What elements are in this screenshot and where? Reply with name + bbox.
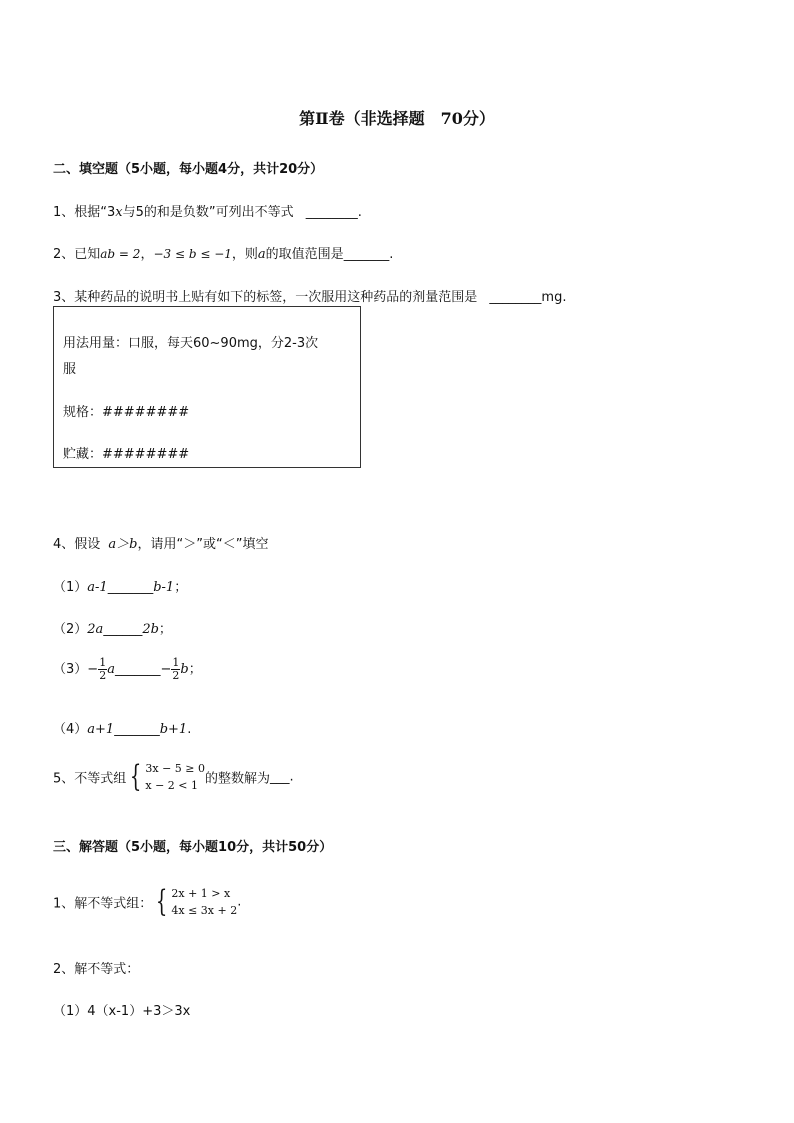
q5-suffix: 的整数解为 [205, 771, 271, 787]
answer-blank[interactable]: ________ [305, 205, 358, 220]
q2-mid: ，则 [231, 247, 258, 262]
label-storage: 贮藏：######## [63, 447, 190, 462]
section-heading-fill-in: 二、填空题（5小题，每小题4分，共计20分） [53, 162, 324, 177]
q2-cond2: −3 ≤ b ≤ −1 [153, 247, 232, 261]
part-number: （2） [53, 622, 88, 637]
part-number: （3） [53, 662, 88, 677]
fraction-denominator: 2 [172, 669, 180, 682]
q4-part-4 [53, 718, 191, 737]
part-end: ； [188, 662, 202, 677]
answer-blank[interactable]: ________ [489, 290, 542, 305]
fraction-half [98, 657, 107, 682]
solve-question-2: 2、解不等式： [53, 962, 140, 977]
label-dosage: 用法用量：口服，每天60~90mg，分2-3次 [63, 336, 319, 351]
fraction-numerator: 1 [172, 656, 180, 669]
question-2 [53, 243, 393, 262]
inequality-system [145, 760, 205, 794]
inequality-1: 2x + 1 > x [171, 887, 231, 900]
part-number: （4） [53, 722, 88, 737]
part-left: a+1 [87, 722, 115, 737]
question-3 [53, 286, 566, 305]
q3-unit: mg. [541, 290, 567, 305]
q4-stem-prefix: 4、假设 [53, 537, 101, 552]
part-end: ； [158, 622, 172, 637]
inequality-system [171, 885, 237, 919]
drug-label-box [53, 306, 361, 468]
q2-prefix: 2、已知 [53, 247, 101, 262]
solve-question-1 [53, 885, 241, 919]
s3q1-prefix: 1、解不等式组： [53, 896, 153, 912]
part-left-var: a [107, 662, 115, 677]
inequality-2: x − 2 < 1 [145, 779, 198, 792]
answer-blank[interactable]: _______ [114, 722, 160, 737]
answer-blank[interactable]: ___ [270, 769, 290, 785]
question-5 [53, 760, 294, 794]
question-4 [53, 533, 268, 552]
answer-blank[interactable]: ______ [103, 622, 143, 637]
part-left: 2a [87, 622, 104, 637]
q1-prefix: 1、根据“3 [53, 205, 116, 220]
q4-stem-cond: a＞b [108, 537, 138, 552]
part-end: . [187, 722, 192, 737]
brace-icon: { [156, 884, 168, 919]
answer-blank[interactable]: _______ [343, 247, 390, 262]
answer-blank[interactable]: _______ [107, 580, 154, 595]
q2-end: . [389, 247, 394, 262]
q5-end: . [289, 769, 294, 785]
inequality-1: 3x − 5 ≥ 0 [145, 762, 205, 775]
fraction-numerator: 1 [99, 656, 107, 669]
part-left: a-1 [87, 580, 108, 595]
q2-var: a [257, 247, 266, 262]
part-right: b-1 [153, 580, 175, 595]
fraction-denominator: 2 [99, 669, 107, 682]
page-title: 第Ⅱ卷（非选择题 70分） [299, 109, 495, 128]
neg-sign: − [87, 662, 99, 677]
q4-part-1 [53, 576, 187, 595]
q1-end: . [357, 205, 362, 220]
s3q1-end: . [237, 894, 242, 910]
neg-sign: − [160, 662, 172, 677]
q2-suffix: 的取值范围是 [265, 247, 344, 262]
q4-part-3 [53, 657, 202, 682]
q4-stem-suffix: ，请用“＞”或“＜”填空 [137, 537, 269, 552]
fraction-half [171, 657, 180, 682]
q2-sep: ， [140, 247, 154, 262]
solve-question-2-part-1: （1）4（x-1）+3＞3x [53, 1004, 191, 1019]
question-1 [53, 201, 362, 220]
q1-var: x [115, 205, 123, 220]
part-end: ； [174, 580, 188, 595]
q3-text: 3、某种药品的说明书上贴有如下的标签，一次服用这种药品的剂量范围是 [53, 290, 478, 305]
section-heading-solve: 三、解答题（5小题，每小题10分，共计50分） [53, 840, 333, 855]
brace-icon: { [130, 759, 142, 794]
q4-part-2 [53, 618, 172, 637]
part-number: （1） [53, 580, 88, 595]
inequality-2: 4x ≤ 3x + 2 [171, 904, 238, 917]
q2-cond1: ab = 2 [100, 247, 141, 261]
label-dosage-cont: 服 [63, 362, 77, 377]
q1-suffix: 与5的和是负数”可列出不等式 [122, 205, 294, 220]
q5-prefix: 5、不等式组 [53, 771, 127, 787]
label-spec: 规格：######## [63, 405, 190, 420]
answer-blank[interactable]: _______ [114, 662, 161, 677]
part-right: b+1 [159, 722, 188, 737]
part-right-var: b [180, 662, 189, 677]
part-right: 2b [142, 622, 159, 637]
